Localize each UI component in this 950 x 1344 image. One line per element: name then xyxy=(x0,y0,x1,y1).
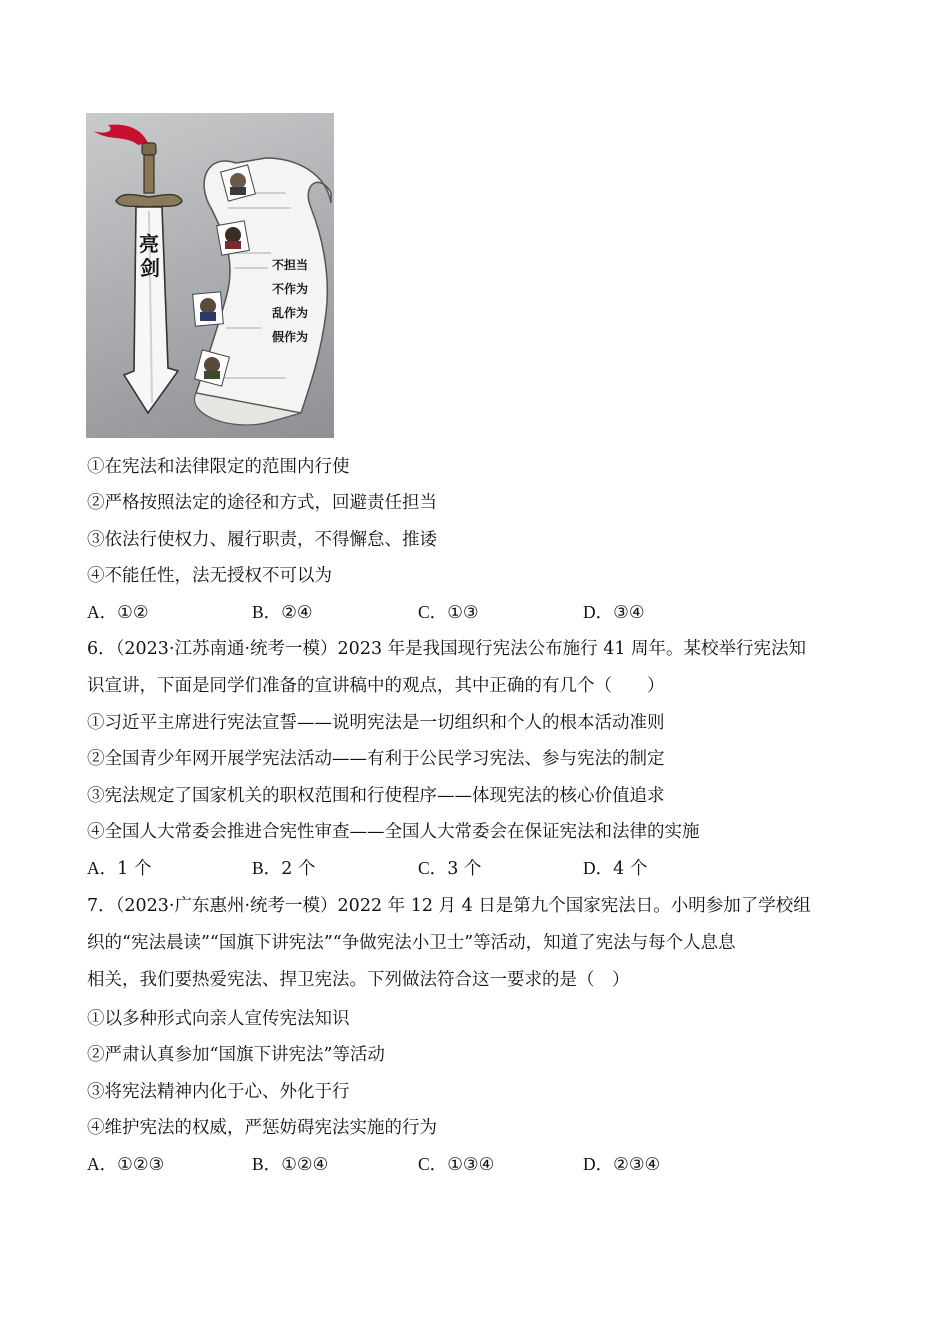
q7-option-b[interactable] xyxy=(252,1153,328,1176)
q6-option-a-text: 1 个 xyxy=(117,859,152,879)
q5-item-2: ②严格按照法定的途径和方式，回避责任担当 xyxy=(87,493,437,513)
q6-option-a[interactable] xyxy=(87,857,151,880)
q6-stem-line-2: 识宣讲，下面是同学们准备的宣讲稿中的观点，其中正确的有几个（ ） xyxy=(87,676,665,696)
q5-option-b[interactable] xyxy=(252,601,313,624)
q7-item-3: ③将宪法精神内化于心、外化于行 xyxy=(87,1082,350,1102)
q6-option-b-letter: B． xyxy=(252,858,282,878)
q6-item-3: ③宪法规定了国家机关的职权范围和行使程序——体现宪法的核心价值追求 xyxy=(87,786,665,806)
q6-option-b-text: 2 个 xyxy=(281,859,316,879)
q6-stem-line-1: 6．（2023·江苏南通·统考一模）2023 年是我国现行宪法公布施行 41 周年。某校举行宪法知 xyxy=(87,639,807,659)
q5-option-d[interactable] xyxy=(583,601,645,624)
q7-item-1: ①以多种形式向亲人宣传宪法知识 xyxy=(87,1009,350,1029)
q6-item-2: ②全国青少年网开展学宪法活动——有利于公民学习宪法、参与宪法的制定 xyxy=(87,749,665,769)
q6-option-c-letter: C． xyxy=(418,858,448,878)
q7-option-b-letter: B． xyxy=(252,1154,282,1174)
q7-option-d[interactable] xyxy=(583,1153,660,1176)
q6-option-d-letter: D． xyxy=(583,858,614,878)
q7-option-a-letter: A． xyxy=(87,1154,118,1174)
q5-option-b-letter: B． xyxy=(252,602,282,622)
q5-option-c-letter: C． xyxy=(418,602,448,622)
sword-text-2: 剑 xyxy=(140,256,160,280)
q6-item-1: ①习近平主席进行宪法宣誓——说明宪法是一切组织和个人的根本活动准则 xyxy=(87,713,665,733)
scroll-label-2: 不作为 xyxy=(272,282,309,296)
q7-option-b-text: ①②④ xyxy=(281,1155,329,1175)
q7-stem-line-3: 相关，我们要热爱宪法、捍卫宪法。下列做法符合这一要求的是（ ） xyxy=(87,970,630,990)
q5-item-4: ④不能任性，法无授权不可以为 xyxy=(87,566,332,586)
q7-item-2: ②严肃认真参加“国旗下讲宪法”等活动 xyxy=(87,1045,385,1065)
q6-option-a-letter: A． xyxy=(87,858,118,878)
q6-option-c[interactable] xyxy=(418,857,481,880)
q7-option-c[interactable] xyxy=(418,1153,494,1176)
q7-option-c-text: ①③④ xyxy=(447,1155,495,1175)
q5-option-a-letter: A． xyxy=(87,602,118,622)
q7-option-c-letter: C． xyxy=(418,1154,448,1174)
q5-option-c[interactable] xyxy=(418,601,479,624)
q6-option-b[interactable] xyxy=(252,857,315,880)
q5-option-d-letter: D． xyxy=(583,602,614,622)
q6-option-d[interactable] xyxy=(583,857,647,880)
q7-item-4: ④维护宪法的权威，严惩妨碍宪法实施的行为 xyxy=(87,1118,437,1138)
q5-option-b-text: ②④ xyxy=(281,603,313,623)
q6-item-4: ④全国人大常委会推进合宪性审查——全国人大常委会在保证宪法和法律的实施 xyxy=(87,822,700,842)
q5-option-c-text: ①③ xyxy=(447,603,479,623)
scroll-label-4: 假作为 xyxy=(272,330,309,344)
q5-option-a[interactable] xyxy=(87,601,149,624)
q7-option-a-text: ①②③ xyxy=(117,1155,165,1175)
q5-option-d-text: ③④ xyxy=(613,603,645,623)
q6-option-c-text: 3 个 xyxy=(447,859,482,879)
q7-option-d-letter: D． xyxy=(583,1154,614,1174)
q7-stem-line-2: 织的“宪法晨读”“国旗下讲宪法”“争做宪法小卫士”等活动，知道了宪法与每个人息息 xyxy=(87,933,736,953)
cartoon-illustration xyxy=(86,113,334,438)
q6-option-d-text: 4 个 xyxy=(613,859,648,879)
q5-item-3: ③依法行使权力、履行职责，不得懈怠、推诿 xyxy=(87,530,437,550)
sword-text-1: 亮 xyxy=(139,232,159,256)
q7-stem-line-1: 7．（2023·广东惠州·统考一模）2022 年 12 月 4 日是第九个国家宪法日。小明参加了学校组 xyxy=(87,896,811,916)
q7-option-d-text: ②③④ xyxy=(613,1155,661,1175)
q7-option-a[interactable] xyxy=(87,1153,164,1176)
sword-scroll-drawing xyxy=(86,113,334,438)
scroll-label-1: 不担当 xyxy=(272,258,309,272)
q5-option-a-text: ①② xyxy=(117,603,149,623)
q5-item-1: ①在宪法和法律限定的范围内行使 xyxy=(87,457,350,477)
scroll-label-3: 乱作为 xyxy=(272,306,309,320)
